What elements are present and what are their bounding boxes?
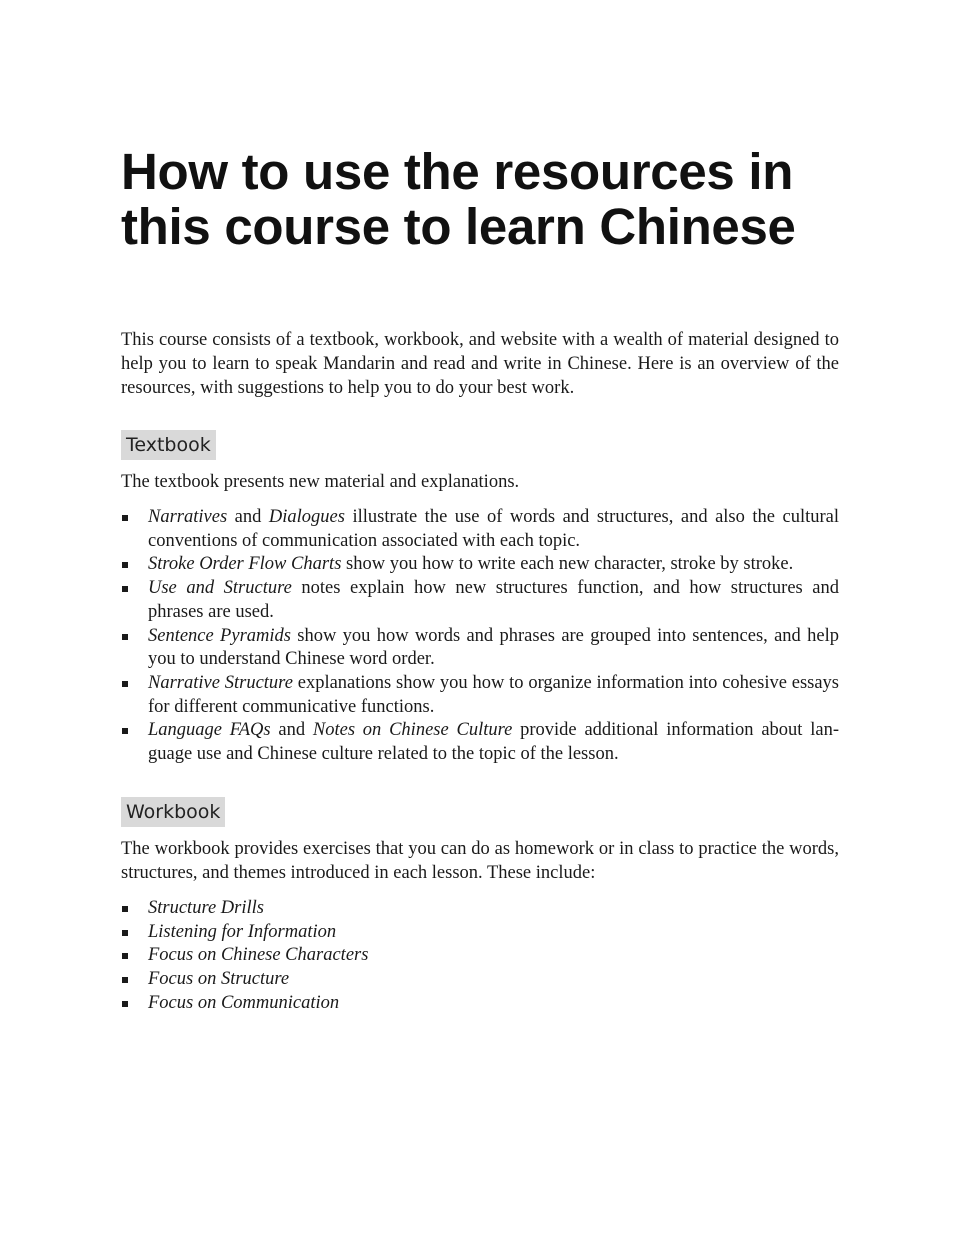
textbook-list	[121, 506, 839, 767]
page-title-line-1: How to use the resources in	[121, 143, 794, 200]
list-item: Use and Structure notes explain how new structures function, and how structures and phrases are used.	[121, 577, 839, 624]
bullet-icon	[122, 930, 128, 936]
list-item: Focus on Communication	[121, 992, 839, 1016]
bullet-icon	[122, 586, 128, 592]
bullet-icon	[122, 906, 128, 912]
workbook-list	[121, 897, 839, 1016]
bullet-icon	[122, 1001, 128, 1007]
bullet-icon	[122, 953, 128, 959]
list-item: Focus on Chinese Characters	[121, 944, 839, 968]
bullet-icon	[122, 515, 128, 521]
bullet-icon	[122, 634, 128, 640]
page-title	[121, 144, 839, 254]
textbook-lead: The textbook presents new material and explanations.	[121, 472, 520, 492]
list-item: Listening for Information	[121, 921, 839, 945]
textbook-heading: Textbook	[121, 430, 216, 460]
page-title-line-2: this course to learn Chinese	[121, 198, 796, 255]
intro-paragraph: This course consists of a textbook, workbook, and website with a wealth of material designed to help you to learn to speak Mandarin and read and write in Chinese. Here is an overview of the resources, with suggestions to help you to do your best work.	[121, 330, 839, 398]
list-item: Language FAQs and Notes on Chinese Culture provide additional information about lan-guage use and Chinese culture related to the topic of the lesson.	[121, 719, 839, 766]
bullet-icon	[122, 681, 128, 687]
bullet-icon	[122, 562, 128, 568]
workbook-heading: Workbook	[121, 797, 225, 827]
list-item: Sentence Pyramids show you how words and phrases are grouped into sentences, and help you to understand Chinese word order.	[121, 625, 839, 672]
workbook-lead: The workbook provides exercises that you can do as homework or in class to practice the words, structures, and themes introduced in each lesson. These include:	[121, 839, 839, 883]
list-item: Focus on Structure	[121, 968, 839, 992]
list-item: Structure Drills	[121, 897, 839, 921]
bullet-icon	[122, 728, 128, 734]
list-item: Narratives and Dialogues illustrate the use of words and structures, and also the cultural conventions of communication associated with each topic.	[121, 506, 839, 553]
list-item: Narrative Structure explanations show you how to organize information into cohesive essays for different communicative functions.	[121, 672, 839, 719]
list-item: Stroke Order Flow Charts show you how to write each new character, stroke by stroke.	[121, 553, 839, 577]
bullet-icon	[122, 977, 128, 983]
